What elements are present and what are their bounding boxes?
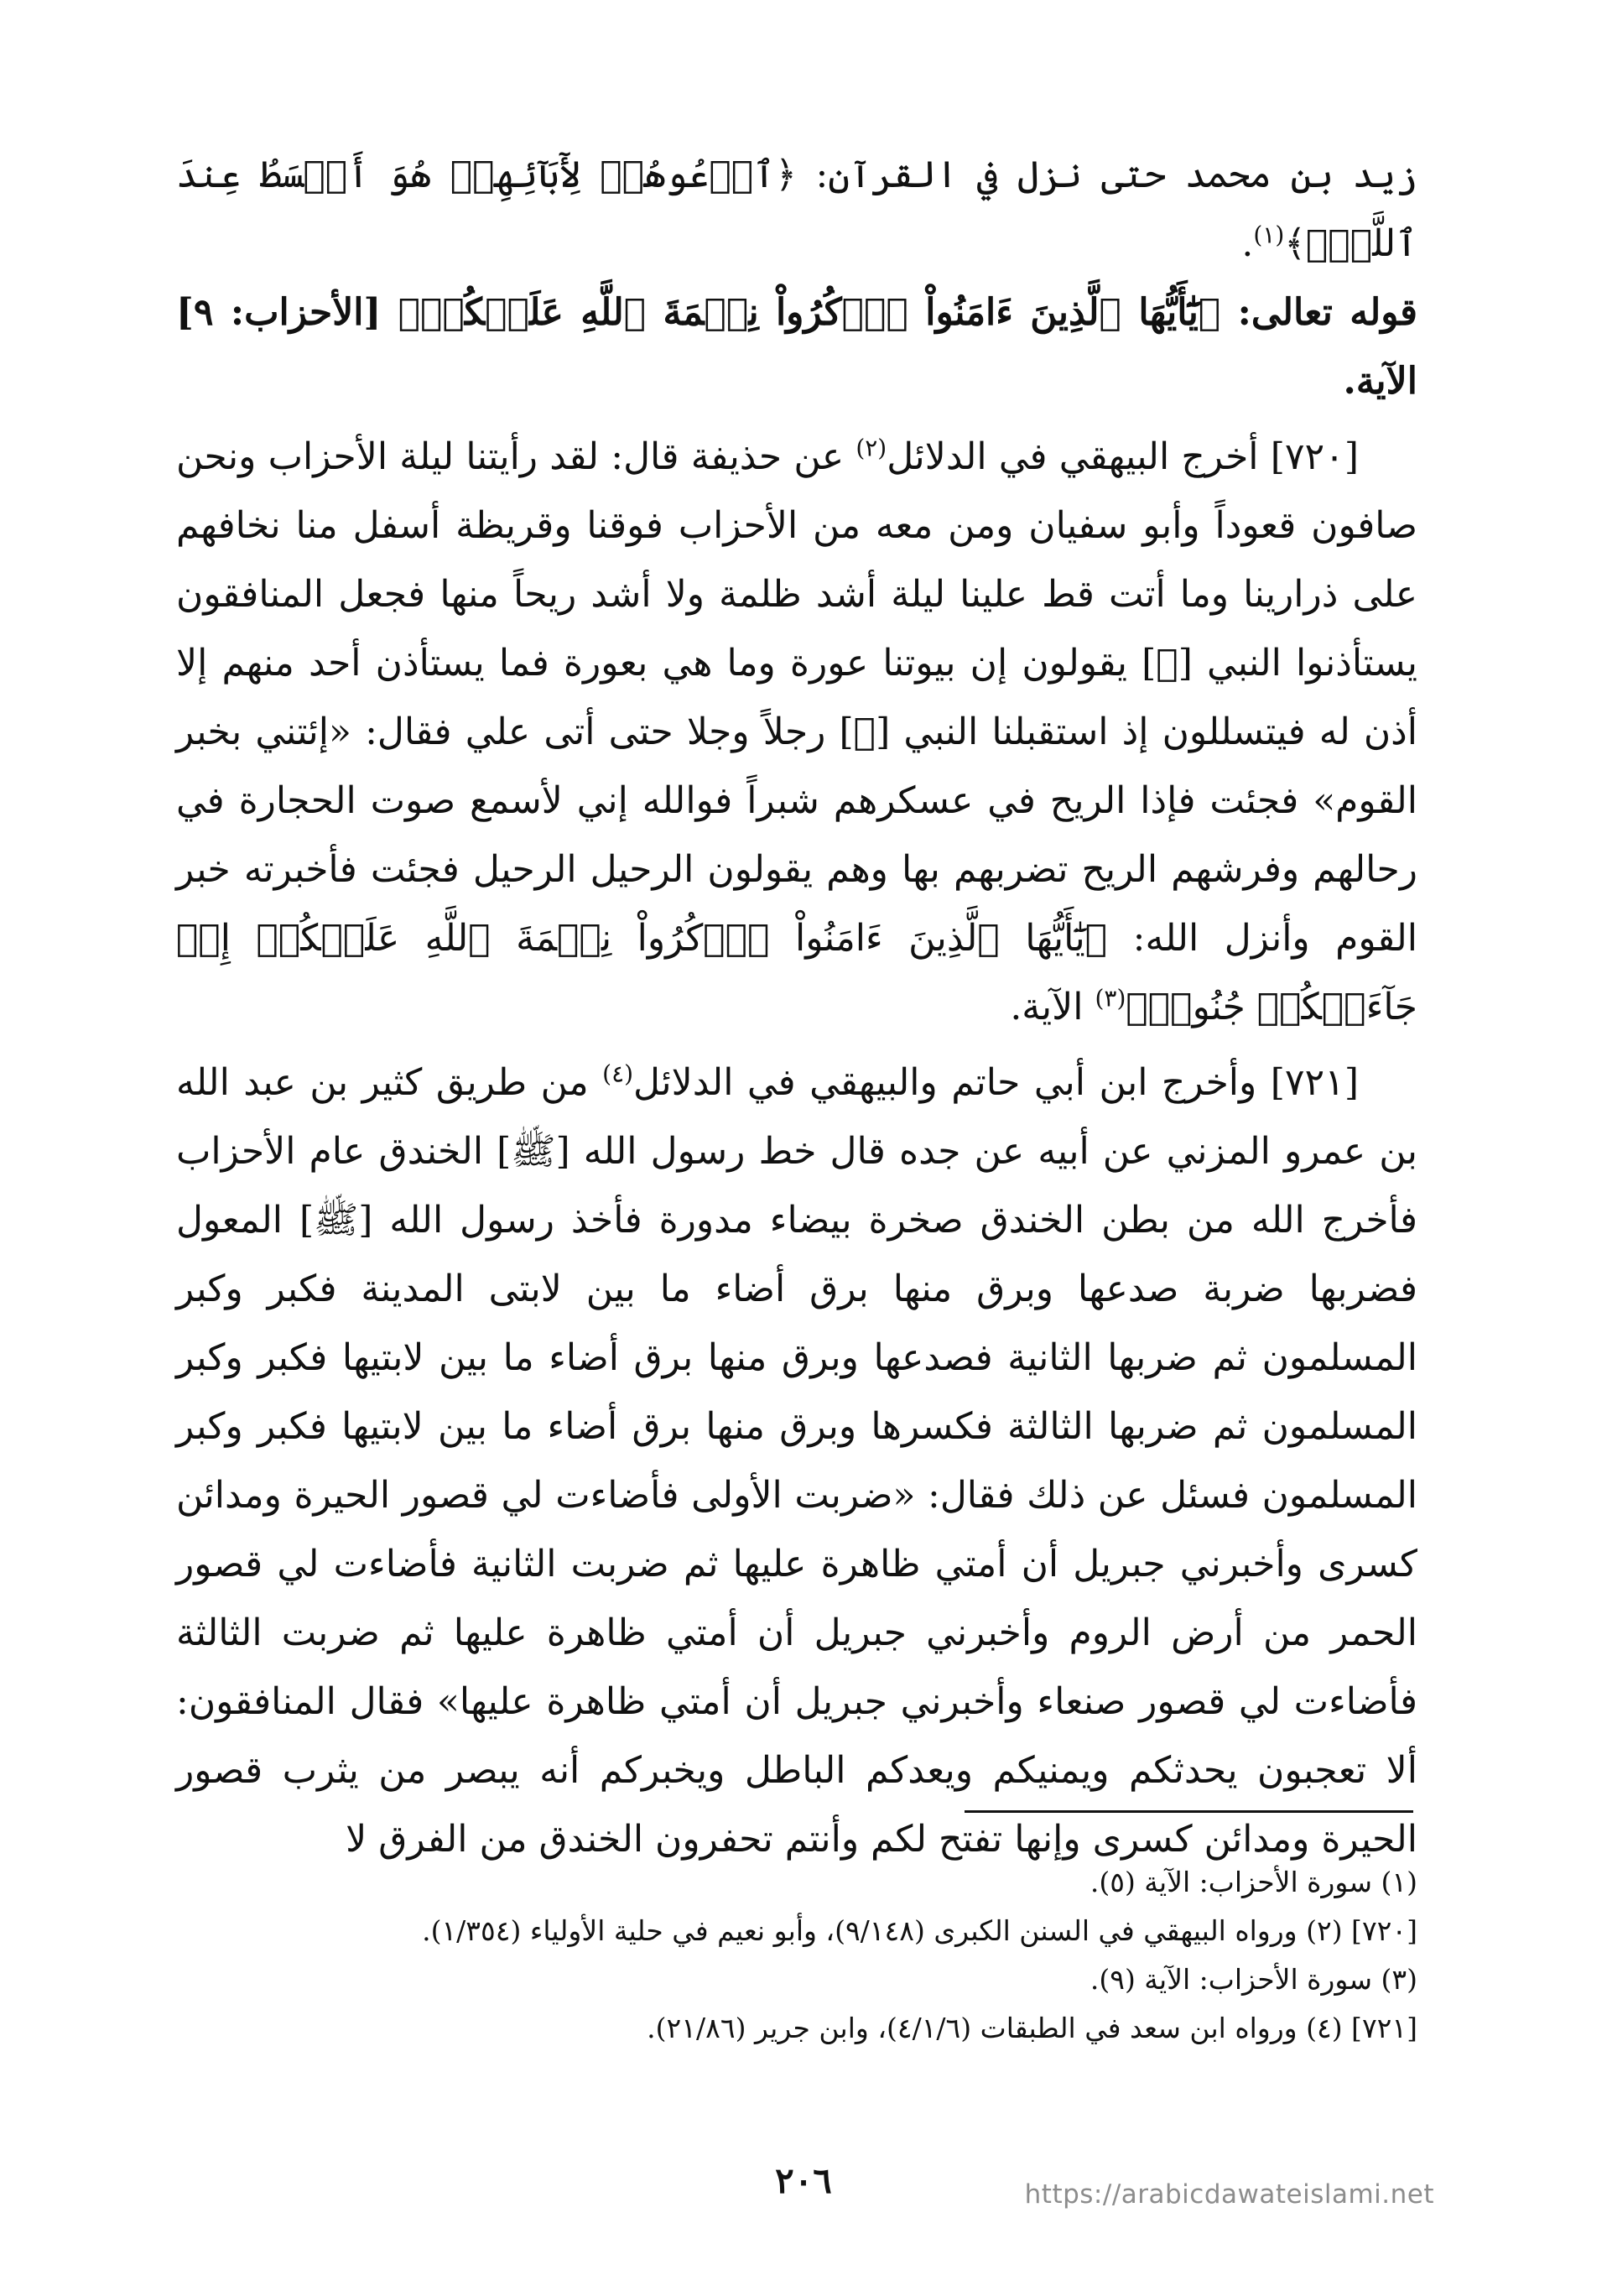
page-number: ٢٠٦ bbox=[775, 2160, 832, 2201]
intro-line-1 bbox=[176, 141, 1417, 279]
footnote-1: (١) سورة الأحزاب: الآية (٥). bbox=[1090, 1866, 1417, 1898]
footnote-ref-4: (٤) bbox=[602, 1059, 634, 1088]
footnote-separator bbox=[965, 1810, 1413, 1813]
paragraph-720-tail: الآية. bbox=[1010, 986, 1095, 1028]
intro-line-1-end: . bbox=[1241, 222, 1254, 265]
watermark-url[interactable]: https://arabicdawateislami.net bbox=[1024, 2179, 1434, 2210]
paragraph-721-opening: [٧٢١] وأخرج ابن أبي حاتم والبيهقي في الدلائل bbox=[633, 1061, 1359, 1104]
paragraph-721 bbox=[176, 1049, 1417, 1874]
footnote-ref-2: (٢) bbox=[856, 434, 887, 462]
main-text bbox=[176, 141, 1417, 1874]
paragraph-721-body: من طريق كثير بن عبد الله بن عمرو المزني عن أبيه عن جده قال خط رسول الله [ﷺ] الخندق عام الأحزاب فأخرج الله من بطن الخندق صخرة بيضاء مدورة فأخذ رسول الله [ﷺ] المعول فضربها ضربة صدعها وبرق منها برق أضاء ما بين لابتى المدينة فكبر وكبر المسلمون ثم ضربها الثانية فصدعها وبرق منها برق أضاء ما بين لابتيها فكبر وكبر المسلمون ثم ضربها الثالثة فكسرها وبرق منها برق أضاء ما بين لابتيها فكبر وكبر المسلمون فسئل عن ذلك فقال: «ضربت الأولى فأضاءت لي قصور الحيرة ومدائن كسرى وأخبرني جبريل أن أمتي ظاهرة عليها ثم ضربت الثانية فأضاءت لي قصور الحمر من أرض الروم وأخبرني جبريل أن أمتي ظاهرة عليها ثم ضربت الثالثة فأضاءت لي قصور صنعاء وأخبرني جبريل أن أمتي ظاهرة عليها» فقال المنافقون: ألا تعجبون يحدثكم ويمنيكم ويعدكم الباطل ويخبركم أنه يبصر من يثرب قصور الحيرة ومدائن كسرى وإنها تفتح لكم وأنتم تحفرون الخندق من الفرق لا bbox=[176, 1061, 1417, 1861]
footnote-2: [٧٢٠] (٢) ورواه البيهقي في السنن الكبرى (٩/١٤٨)، وأبو نعيم في حلية الأولياء (١/٣٥٤). bbox=[422, 1914, 1417, 1947]
footnote-3: (٣) سورة الأحزاب: الآية (٩). bbox=[1090, 1963, 1417, 1996]
intro-line-2: قوله تعالى: ﴿يَٰٓأَيُّهَا ٱلَّذِينَ ءَامَنُواْ ٱذۡكُرُواْ نِعۡمَةَ ٱللَّهِ عَلَيۡكُمۡ﴾ [الأحزاب: ٩] الآية. bbox=[176, 291, 1417, 403]
paragraph-720-opening: [٧٢٠] أخرج البيهقي في الدلائل bbox=[887, 435, 1359, 478]
footnote-4: [٧٢١] (٤) ورواه ابن سعد في الطبقات (٤/١/٦)، وابن جرير (٢١/٨٦). bbox=[647, 2012, 1417, 2044]
paragraph-720-body: عن حذيفة قال: لقد رأيتنا ليلة الأحزاب ونحن صافون قعوداً وأبو سفيان ومن معه من الأحزاب فوقنا وقريظة أسفل منا نخافهم على ذرارينا وما أتت قط علينا ليلة أشد ظلمة ولا أشد ريحاً منها فجعل المنافقون يستأذنوا النبي [ﷺ] يقولون إن بيوتنا عورة وما هي بعورة فما يستأذن أحد منهم إلا أذن له فيتسللون إذ استقبلنا النبي [ﷺ] رجلاً وجلا حتى أتى علي فقال: «إئتني بخبر القوم» فجئت فإذا الريح في عسكرهم شبراً فوالله إني لأسمع صوت الحجارة في رحالهم وفرشهم الريح تضربهم بها وهم يقولون الرحيل الرحيل فجئت فأخبرته خبر القوم وأنزل الله: ﴿يَٰٓأَيُّهَا ٱلَّذِينَ ءَامَنُواْ ٱذۡكُرُواْ نِعۡمَةَ ٱللَّهِ عَلَيۡكُمۡ إِذۡ جَآءَتۡكُمۡ جُنُودٞ﴾ bbox=[176, 435, 1417, 1028]
paragraph-720 bbox=[176, 423, 1417, 1042]
footnote-ref-1: (١) bbox=[1253, 221, 1285, 249]
footnote-ref-3: (٣) bbox=[1095, 984, 1126, 1013]
intro-line-1-text: زيد بن محمد حتى نزل في القرآن: ﴿ٱدۡعُوهُمۡ لِأٓبَآئِهِمۡ هُوَ أَقۡسَطُ عِندَ ٱللَّهِۚ﴾ bbox=[176, 154, 1417, 265]
footnotes bbox=[218, 1858, 1417, 2053]
